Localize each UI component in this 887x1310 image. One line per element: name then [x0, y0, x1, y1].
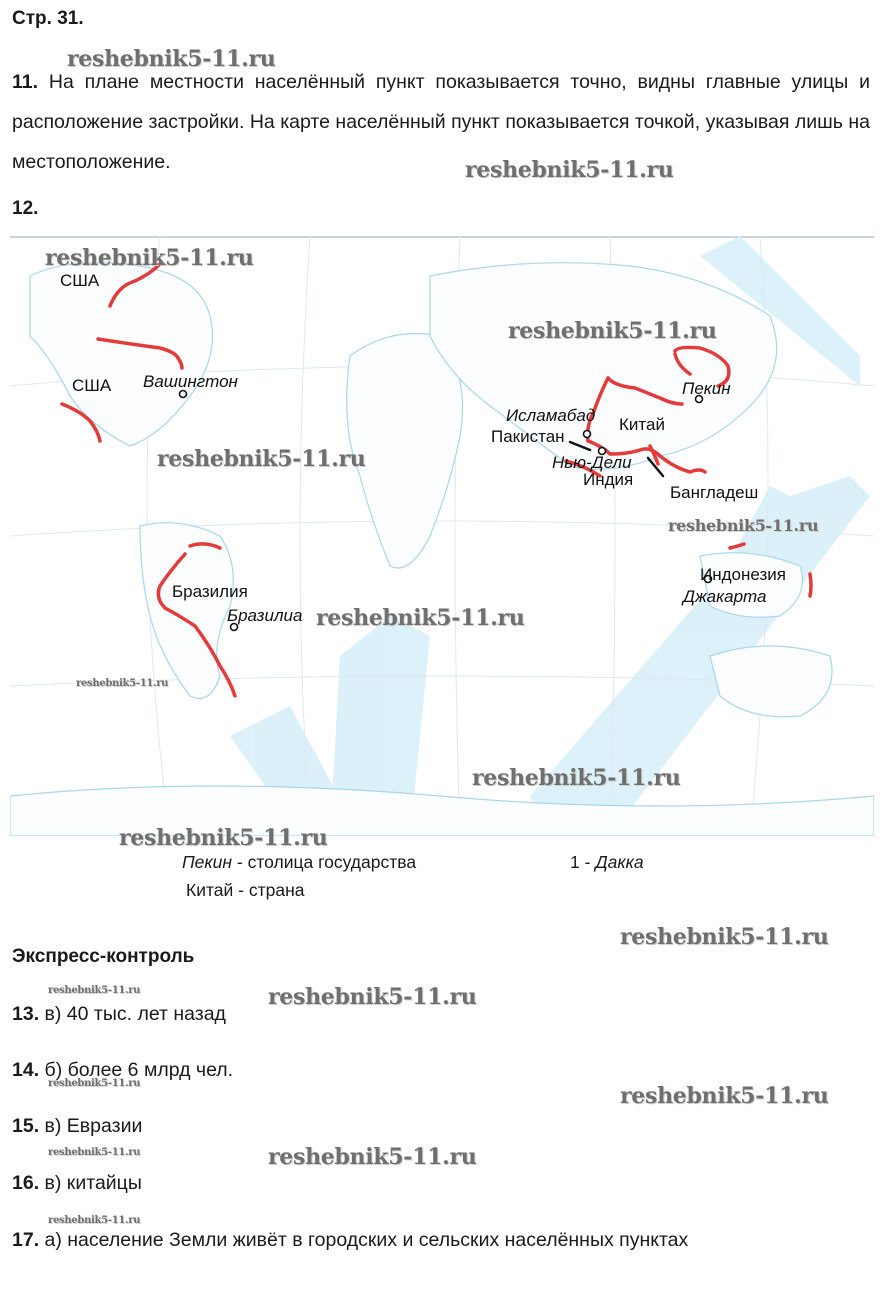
watermark: reshebnik5-11.ru: [48, 1078, 141, 1089]
answer-14-text: б) более 6 млрд чел.: [44, 1059, 234, 1081]
answer-17: [12, 1229, 688, 1252]
legend-dhaka-number: 1 -: [570, 852, 591, 872]
answer-16-text: в) китайцы: [44, 1172, 142, 1194]
answer-17-text: а) население Земли живёт в городских и сельских населённых пунктах: [44, 1229, 689, 1251]
watermark: reshebnik5-11.ru: [316, 605, 525, 631]
label-brazil: Бразилия: [172, 582, 248, 601]
legend-capital: [182, 852, 416, 873]
label-washington: Вашингтон: [143, 372, 238, 391]
section-title-express: Экспресс-контроль: [12, 946, 195, 967]
label-beijing: Пекин: [682, 379, 731, 398]
legend-country: Китай - страна: [186, 880, 305, 900]
watermark: reshebnik5-11.ru: [268, 1144, 477, 1170]
label-new-delhi: Нью-Дели: [552, 453, 632, 472]
watermark: reshebnik5-11.ru: [48, 985, 141, 996]
answer-16-number: 16.: [12, 1172, 40, 1194]
watermark: reshebnik5-11.ru: [668, 516, 819, 535]
legend-capital-word: Пекин: [182, 852, 233, 872]
task-11-text-end: точкой, указывая лишь на местоположение.: [12, 111, 870, 173]
task-11-answer: [12, 62, 870, 182]
task-12-number: 12.: [12, 198, 39, 219]
watermark: reshebnik5-11.ru: [465, 157, 674, 183]
answer-14-number: 14.: [12, 1059, 40, 1081]
world-contour-map: [10, 236, 874, 836]
answer-13-number: 13.: [12, 1003, 40, 1025]
map-graphic: [10, 236, 874, 836]
answer-16: [12, 1172, 142, 1195]
answer-15-number: 15.: [12, 1115, 40, 1137]
answer-15-text: в) Евразии: [44, 1115, 143, 1137]
watermark: reshebnik5-11.ru: [472, 765, 681, 791]
label-usa: США: [72, 376, 112, 395]
label-islamabad: Исламабад: [506, 406, 596, 425]
watermark: reshebnik5-11.ru: [268, 984, 477, 1010]
legend-dhaka-name: Дакка: [595, 852, 644, 872]
watermark: reshebnik5-11.ru: [620, 1083, 829, 1109]
label-china: Китай: [619, 415, 665, 434]
watermark: reshebnik5-11.ru: [48, 1147, 141, 1158]
watermark: reshebnik5-11.ru: [157, 446, 366, 472]
answer-17-number: 17.: [12, 1229, 40, 1251]
label-indonesia: Индонезия: [700, 565, 786, 584]
watermark: reshebnik5-11.ru: [508, 318, 717, 344]
label-bangladesh: Бангладеш: [670, 483, 759, 502]
watermark: reshebnik5-11.ru: [67, 46, 276, 72]
label-brasilia: Бразилиа: [227, 606, 303, 625]
task-11-number: 11.: [12, 71, 39, 93]
label-jakarta: Джакарта: [683, 587, 767, 606]
watermark: reshebnik5-11.ru: [620, 924, 829, 950]
answer-15: [12, 1115, 142, 1138]
watermark: reshebnik5-11.ru: [119, 825, 328, 851]
page-label: Стр. 31.: [12, 8, 84, 29]
task-11-text: На плане местности населённый пункт показывается точно, видны главные улицы и расположение застройки. На карте населённый пункт показывается: [12, 71, 870, 133]
answer-13: [12, 1003, 226, 1026]
answer-13-text: в) 40 тыс. лет назад: [44, 1003, 226, 1025]
watermark: reshebnik5-11.ru: [48, 1215, 141, 1226]
legend-dhaka: [570, 852, 644, 873]
watermark: reshebnik5-11.ru: [45, 245, 254, 271]
label-usa-top: США: [60, 271, 100, 290]
watermark: reshebnik5-11.ru: [76, 678, 169, 689]
label-india: Индия: [583, 470, 634, 489]
legend-capital-desc: - столица государства: [236, 852, 417, 872]
label-pakistan: Пакистан: [491, 427, 565, 446]
